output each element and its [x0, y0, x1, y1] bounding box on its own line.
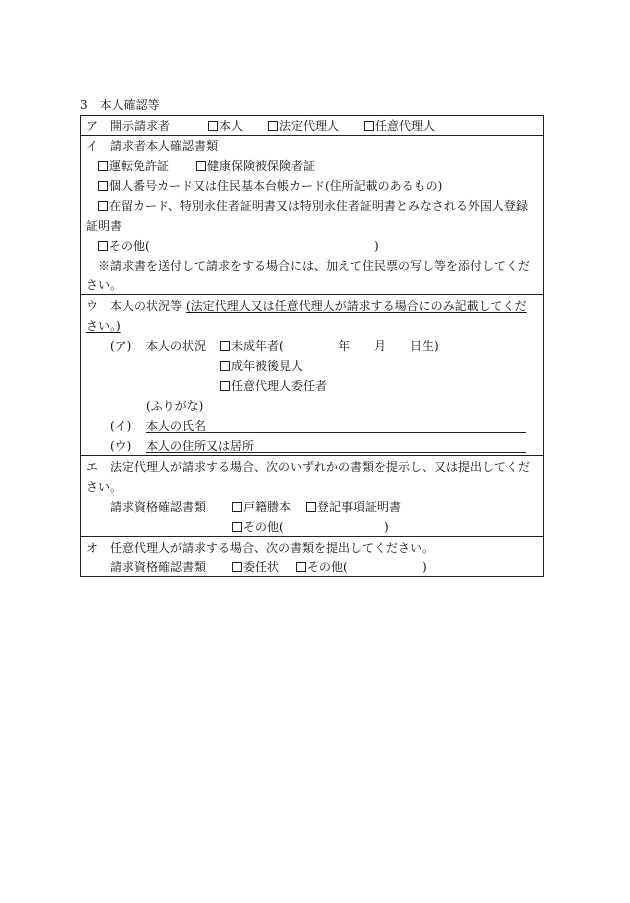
other-id-close: )	[374, 239, 379, 253]
checkbox-registry-cert[interactable]	[306, 500, 401, 514]
checkbox-principal-label: 任意代理人委任者	[231, 379, 328, 393]
row-i-prefix: イ	[86, 139, 99, 153]
checkbox-legal-rep[interactable]	[268, 119, 339, 133]
name-input-line[interactable]	[146, 432, 526, 433]
checkbox-minor-label: 未成年者(	[231, 339, 284, 353]
checkbox-other-id[interactable]	[98, 239, 150, 253]
row-i-label: 請求者本人確認書類	[110, 139, 219, 153]
mail-note-line2: さい。	[86, 278, 123, 292]
sub-i-label: 本人の氏名	[146, 419, 207, 433]
checkbox-self-label: 本人	[219, 119, 244, 133]
birth-year-label: 年	[338, 339, 351, 353]
checkbox-legal-rep-label: 法定代理人	[279, 119, 340, 133]
row-u-label: 本人の状況等	[110, 299, 183, 313]
furigana-label: (ふりがな)	[146, 399, 204, 413]
checkbox-family-register[interactable]	[232, 500, 291, 514]
row-divider-3	[80, 455, 544, 456]
row-u-note-line2: さい。)	[86, 319, 121, 333]
checkbox-self[interactable]	[208, 119, 243, 133]
sub-i-prefix: (イ)	[110, 419, 132, 433]
checkbox-adult-ward-label: 成年被後見人	[231, 359, 304, 373]
other-voluntary-close: )	[422, 560, 427, 574]
checkbox-power-of-attorney-label: 委任状	[243, 560, 280, 574]
row-e-prefix: エ	[86, 460, 99, 474]
checkbox-mynumber-card-label: 個人番号カード又は住民基本台帳カード(住所記載のあるもの)	[109, 179, 443, 193]
checkbox-other-id-label: その他(	[109, 239, 150, 253]
checkbox-square[interactable]	[306, 502, 316, 512]
checkbox-residence-card[interactable]	[98, 199, 528, 213]
sub-u-label: 本人の住所又は居所	[146, 439, 255, 453]
row-u-note-line1: (法定代理人又は任意代理人が請求する場合にのみ記載してくだ	[186, 299, 527, 313]
checkbox-health-insurance[interactable]	[196, 159, 315, 173]
checkbox-other-voluntary-label: その他(	[307, 560, 348, 574]
checkbox-square[interactable]	[296, 562, 306, 572]
checkbox-square[interactable]	[220, 341, 230, 351]
checkbox-registry-cert-label: 登記事項証明書	[317, 500, 402, 514]
sub-a-label: 本人の状況	[146, 339, 207, 353]
checkbox-mynumber-card[interactable]	[98, 179, 442, 193]
checkbox-square[interactable]	[232, 522, 242, 532]
checkbox-square[interactable]	[98, 201, 108, 211]
birth-day-label: 日生)	[410, 339, 439, 353]
checkbox-residence-card-label: 在留カード、特別永住者証明書又は特別永住者証明書とみなされる外国人登録	[109, 199, 528, 213]
sub-u-prefix: (ウ)	[110, 439, 132, 453]
residence-card-label-cont: 証明書	[86, 219, 123, 233]
sub-a-prefix: (ア)	[110, 339, 132, 353]
row-divider-2	[80, 294, 544, 295]
checkbox-square[interactable]	[232, 502, 242, 512]
row-a-prefix: ア	[86, 119, 99, 133]
row-e-text-line2: さい。	[86, 480, 123, 494]
checkbox-power-of-attorney[interactable]	[232, 560, 279, 574]
checkbox-drivers-license[interactable]	[98, 159, 169, 173]
checkbox-square[interactable]	[220, 361, 230, 371]
checkbox-other-legal-label: その他(	[243, 520, 284, 534]
checkbox-other-legal[interactable]	[232, 520, 284, 534]
section-title: 3 本人確認等	[80, 98, 160, 112]
checkbox-square[interactable]	[98, 241, 108, 251]
checkbox-square[interactable]	[208, 121, 218, 131]
row-e-doc-label: 請求資格確認書類	[110, 500, 207, 514]
checkbox-voluntary-rep[interactable]	[364, 119, 435, 133]
row-o-text: 任意代理人が請求する場合、次の書類を提出してください。	[110, 541, 435, 555]
other-legal-close: )	[384, 520, 389, 534]
checkbox-drivers-license-label: 運転免許証	[109, 159, 170, 173]
row-e-text-line1: 法定代理人が請求する場合、次のいずれかの書類を提示し、又は提出してくだ	[110, 460, 531, 474]
mail-note-line1: ※請求書を送付して請求をする場合には、加えて住民票の写し等を添付してくだ	[98, 259, 531, 273]
row-o-doc-label: 請求資格確認書類	[110, 560, 207, 574]
checkbox-voluntary-rep-label: 任意代理人	[375, 119, 436, 133]
row-o-prefix: オ	[86, 541, 99, 555]
birth-month-label: 月	[374, 339, 387, 353]
checkbox-other-voluntary[interactable]	[296, 560, 348, 574]
checkbox-square[interactable]	[98, 161, 108, 171]
checkbox-adult-ward[interactable]	[220, 359, 303, 373]
checkbox-square[interactable]	[232, 562, 242, 572]
checkbox-family-register-label: 戸籍謄本	[243, 500, 292, 514]
address-input-line[interactable]	[146, 452, 526, 453]
checkbox-square[interactable]	[364, 121, 374, 131]
checkbox-minor[interactable]	[220, 339, 284, 353]
row-divider-4	[80, 536, 544, 537]
checkbox-square[interactable]	[98, 181, 108, 191]
checkbox-health-insurance-label: 健康保険被保険者証	[207, 159, 316, 173]
checkbox-square[interactable]	[220, 381, 230, 391]
checkbox-square[interactable]	[196, 161, 206, 171]
checkbox-square[interactable]	[268, 121, 278, 131]
row-u-prefix: ウ	[86, 299, 99, 313]
row-divider-1	[80, 135, 544, 136]
row-a-label: 開示請求者	[110, 119, 171, 133]
checkbox-principal[interactable]	[220, 379, 327, 393]
